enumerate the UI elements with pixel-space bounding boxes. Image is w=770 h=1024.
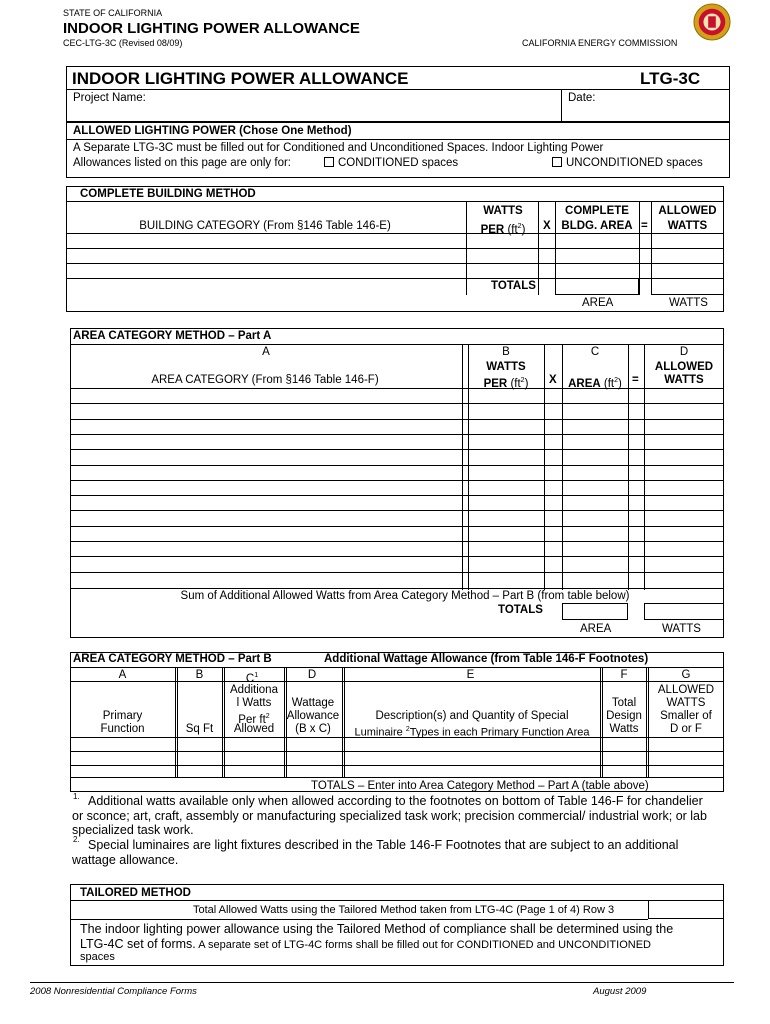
acma-area-header: AREA $(ft^2)$ — [568, 377, 622, 390]
acmb-column-divider — [177, 667, 178, 777]
cbm-equals-symbol: = — [641, 220, 648, 232]
acmb-g-line3: Smaller of — [660, 710, 712, 722]
table-row — [70, 526, 724, 527]
acmb-function-header: Function — [100, 723, 145, 735]
table-row — [70, 465, 724, 466]
form-id: CEC-LTG-3C (Revised 08/09) — [63, 38, 183, 48]
tailored-line: Total Allowed Watts using the Tailored Method taken from LTG-4C (Page 1 of 4) Row 3 — [193, 904, 615, 916]
footnote-1-line1: Additional watts available only when allowed according to the footnotes on bottom of Table 146-F for chandelier — [88, 794, 703, 808]
acmb-g-line4: D or F — [670, 723, 702, 735]
acma-allowed-watts-header: WATTS — [664, 374, 704, 386]
footnote-1-marker: 1. — [73, 792, 80, 801]
acmb-column-divider — [222, 667, 223, 777]
cbm-watts-header: WATTS — [483, 205, 523, 217]
acmb-col-c: $C^1$ — [245, 672, 259, 685]
acmb-g-line1: ALLOWED — [657, 684, 715, 696]
acma-total-area-field[interactable] — [562, 603, 628, 620]
cbm-total-area-field[interactable] — [555, 278, 639, 295]
acmb-e-line1: Description(s) and Quantity of Special — [375, 710, 569, 722]
acmb-f-line3: Watts — [609, 723, 639, 735]
table-row — [70, 510, 724, 511]
acmb-primary-header: Primary — [102, 710, 143, 722]
footnote-2-line2: wattage allowance. — [72, 853, 179, 867]
footer-left: 2008 Nonresidential Compliance Forms — [30, 986, 197, 997]
unconditioned-label: UNCONDITIONED spaces — [566, 157, 703, 169]
acma-col-b: B — [502, 346, 510, 358]
acmb-heading: AREA CATEGORY METHOD – Part B — [73, 653, 272, 665]
acmb-e-line2: Luminaire $^2$Types in each Primary Function Area — [354, 726, 590, 739]
header-title: INDOOR LIGHTING POWER ALLOWANCE — [63, 20, 360, 37]
cbm-watts-caption: WATTS — [669, 297, 708, 309]
acma-column-divider — [562, 344, 563, 590]
table-row — [70, 434, 724, 435]
cbm-bldg-area-header: BLDG. AREA — [561, 220, 633, 232]
cbm-times-symbol: X — [543, 220, 551, 232]
acmb-c-line2: l Watts — [236, 697, 272, 709]
acmb-d-line1: Wattage — [291, 697, 335, 709]
acmb-col-e: E — [466, 669, 475, 681]
cbm-heading: COMPLETE BUILDING METHOD — [80, 188, 256, 200]
acmb-d-line3: (B x C) — [295, 723, 331, 735]
acma-sum-line: Sum of Additional Allowed Watts from Area Category Method – Part B (from table below) — [180, 590, 630, 602]
project-name-label: Project Name: — [73, 92, 146, 104]
table-row — [70, 588, 724, 589]
table-row — [70, 495, 724, 496]
cbm-per-ft2-header: PER $(ft^2)$ — [480, 223, 526, 236]
tailored-paragraph-line3: spaces — [80, 951, 115, 963]
cbm-allowed-watts-header: WATTS — [667, 220, 708, 232]
footnote-2-line1: Special luminaires are light fixtures described in the Table 146-F Footnotes that are subject to an additional — [88, 838, 679, 852]
table-row — [70, 777, 724, 778]
acma-total-watts-field[interactable] — [644, 603, 724, 620]
unconditioned-option[interactable] — [552, 157, 703, 170]
table-row — [70, 572, 724, 573]
footnote-1-line2: or sconce; art, craft, assembly or manufacturing specialized task work; precision commercial/ industrial work; or lab — [72, 809, 707, 823]
acmb-g-line2: WATTS — [666, 697, 706, 709]
acmb-sqft-header: Sq Ft — [185, 723, 214, 735]
date-label: Date: — [568, 92, 596, 104]
footer-right: August 2009 — [593, 986, 647, 997]
table-row — [70, 419, 724, 420]
acma-column-divider — [628, 344, 629, 590]
form-code: LTG-3C — [640, 69, 701, 88]
acmb-f-line1: Total — [611, 697, 637, 709]
cbm-building-category-header: BUILDING CATEGORY (From §146 Table 146-E) — [139, 220, 391, 232]
footnote-2-marker: 2. — [73, 835, 80, 844]
acmb-col-b: B — [195, 669, 204, 681]
acma-totals-label: TOTALS — [498, 604, 543, 616]
acma-column-divider — [468, 344, 469, 590]
table-row — [70, 751, 724, 752]
acmb-col-f: F — [620, 669, 628, 681]
acmb-c-line4: Allowed — [233, 723, 275, 735]
acma-column-divider — [644, 344, 645, 590]
acma-allowed-header: ALLOWED — [654, 361, 714, 373]
acmb-col-d: D — [307, 669, 317, 681]
table-row — [70, 480, 724, 481]
acmb-f-line2: Design — [606, 710, 642, 722]
footnote-1-line3: specialized task work. — [72, 823, 194, 837]
allowed-instructions-line2: Allowances listed on this page are only for: — [73, 157, 291, 169]
acmb-c-line1: Additiona — [230, 684, 278, 696]
cbm-total-watts-field[interactable] — [651, 278, 724, 295]
acmb-c-line3: Per $ft^2$ — [238, 713, 270, 726]
table-row — [70, 541, 724, 542]
california-seal-logo — [693, 3, 731, 41]
tailored-paragraph-line2: LTG-4C set of forms. A separate set of LTG-4C forms shall be filled out for CONDITIONED and UNCONDITIONED — [80, 937, 651, 951]
table-row — [70, 403, 724, 404]
table-row — [70, 765, 724, 766]
table-row — [70, 449, 724, 450]
cbm-allowed-header: ALLOWED — [658, 205, 717, 217]
acma-heading: AREA CATEGORY METHOD – Part A — [73, 330, 272, 342]
acmb-d-line2: Allowance — [286, 710, 340, 722]
acma-col-a: A — [262, 346, 270, 358]
form-title: INDOOR LIGHTING POWER ALLOWANCE — [72, 69, 409, 88]
table-row — [70, 556, 724, 557]
conditioned-checkbox[interactable] — [324, 157, 334, 167]
acmb-col-a: A — [118, 669, 127, 681]
acma-watts-header: WATTS — [486, 361, 526, 373]
acmb-column-divider — [175, 667, 176, 777]
acma-times-symbol: X — [549, 374, 557, 386]
acmb-totals-line: TOTALS – Enter into Area Category Method – Part A (table above) — [311, 780, 649, 792]
acmb-col-g: G — [681, 669, 691, 681]
conditioned-option[interactable] — [324, 157, 458, 170]
date-field[interactable] — [605, 90, 725, 118]
project-name-field[interactable] — [150, 90, 555, 118]
tailored-watts-field[interactable] — [648, 900, 724, 919]
tailored-paragraph-line1: The indoor lighting power allowance using the Tailored Method of compliance shall be determined using the — [80, 922, 674, 936]
acma-area-category-header: AREA CATEGORY (From §146 Table 146-F) — [151, 374, 379, 386]
allowed-heading: ALLOWED LIGHTING POWER (Chose One Method) — [73, 125, 352, 137]
table-row — [70, 388, 724, 389]
conditioned-label: CONDITIONED spaces — [338, 157, 459, 169]
tailored-heading: TAILORED METHOD — [80, 887, 191, 899]
unconditioned-checkbox[interactable] — [552, 157, 562, 167]
acmb-subheading: Additional Wattage Allowance (from Table 146-F Footnotes) — [324, 653, 649, 665]
cbm-complete-header: COMPLETE — [565, 205, 629, 217]
cbm-totals-label: TOTALS — [491, 280, 536, 292]
cbm-area-caption: AREA — [582, 297, 614, 309]
acma-column-divider — [462, 344, 463, 590]
acma-col-c: C — [590, 346, 600, 358]
acma-equals-symbol: = — [632, 374, 639, 386]
acma-column-divider — [544, 344, 545, 590]
acma-per-ft2-header: PER $(ft^2)$ — [483, 377, 529, 390]
state-label: STATE OF CALIFORNIA — [63, 8, 163, 18]
allowed-instructions-line1: A Separate LTG-3C must be filled out for Conditioned and Unconditioned Spaces. Indoor Lighting Power — [73, 142, 604, 154]
agency-label: CALIFORNIA ENERGY COMMISSION — [522, 38, 678, 48]
acma-col-d: D — [679, 346, 689, 358]
acma-watts-caption: WATTS — [662, 623, 701, 635]
acmb-column-divider — [646, 667, 647, 777]
acma-area-caption: AREA — [580, 623, 612, 635]
